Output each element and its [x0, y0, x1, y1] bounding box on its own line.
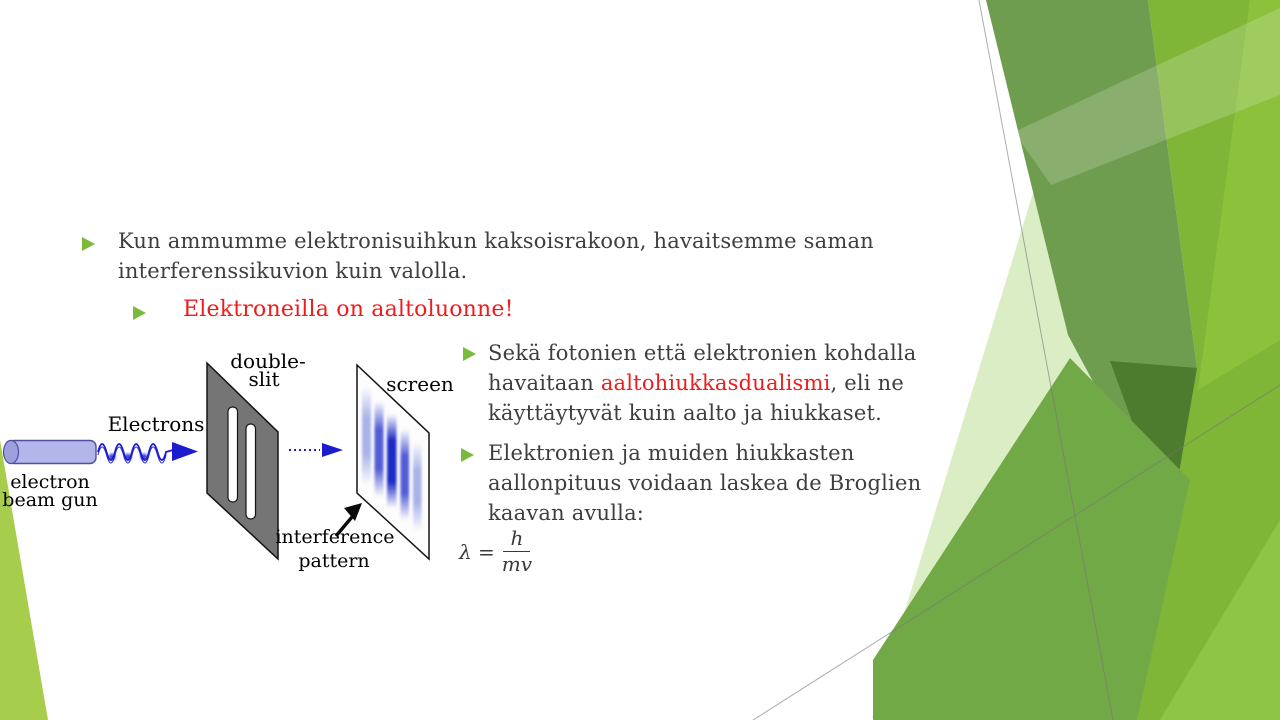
- interference-stripe: [375, 401, 384, 497]
- gun-label: beam gun: [2, 489, 98, 511]
- highlight-red-text: Elektroneilla on aaltoluonne!: [183, 297, 514, 322]
- bullet-text: [488, 438, 921, 528]
- bullet-text-line: kaavan avulla:: [488, 501, 645, 525]
- formula-fraction: [502, 527, 532, 576]
- bullet-text: [118, 226, 874, 286]
- double-slit-diagram: [0, 340, 470, 600]
- slit-label: slit: [248, 367, 280, 391]
- interference-stripe: [413, 442, 422, 531]
- interference-stripe: [401, 429, 410, 520]
- bullet-text-line: Kun ammumme elektronisuihkun kaksoisrakoon, havaitsemme saman: [118, 229, 874, 253]
- pattern-label: interference: [275, 526, 395, 548]
- bullet-text-line: käyttäytyvät kuin aalto ja hiukkaset.: [488, 401, 883, 425]
- slit-opening: [228, 407, 238, 502]
- bullet-text: [488, 338, 917, 428]
- bullet-text-line: Sekä fotonien että elektronien kohdalla: [488, 341, 917, 365]
- formula-denominator: mv: [501, 552, 533, 576]
- formula-lhs: λ =: [459, 539, 495, 564]
- interference-stripe: [362, 387, 371, 485]
- bullet-triangle-icon: [133, 306, 146, 320]
- dotted-beam-arrow: [289, 443, 343, 457]
- text-segment: havaitaan: [488, 371, 601, 395]
- bullet-text-line: interferenssikuvion kuin valolla.: [118, 259, 468, 283]
- electron-wave: [98, 442, 198, 463]
- wave-arrow-icon: [172, 442, 198, 461]
- text-segment: , eli ne: [830, 371, 904, 395]
- interference-stripe: [387, 414, 397, 508]
- highlight-red-text: aaltohiukkasdualismi: [600, 371, 831, 395]
- double-slit-plate: [207, 363, 278, 559]
- electron-gun: [4, 440, 97, 463]
- bullet-triangle-icon: [82, 237, 95, 251]
- pattern-label: pattern: [298, 550, 370, 572]
- slit-opening: [246, 424, 256, 519]
- gun-label: electron: [10, 471, 90, 493]
- electrons-label: Electrons: [107, 412, 205, 436]
- formula-numerator: h: [503, 527, 530, 552]
- bullet-text-line: Elektronien ja muiden hiukkasten: [488, 441, 855, 465]
- slit-label: double-: [230, 349, 306, 373]
- bullet-text-line: [488, 368, 917, 398]
- screen-label: screen: [386, 372, 454, 396]
- bullet-text-line: aallonpituus voidaan laskea de Broglien: [488, 471, 922, 495]
